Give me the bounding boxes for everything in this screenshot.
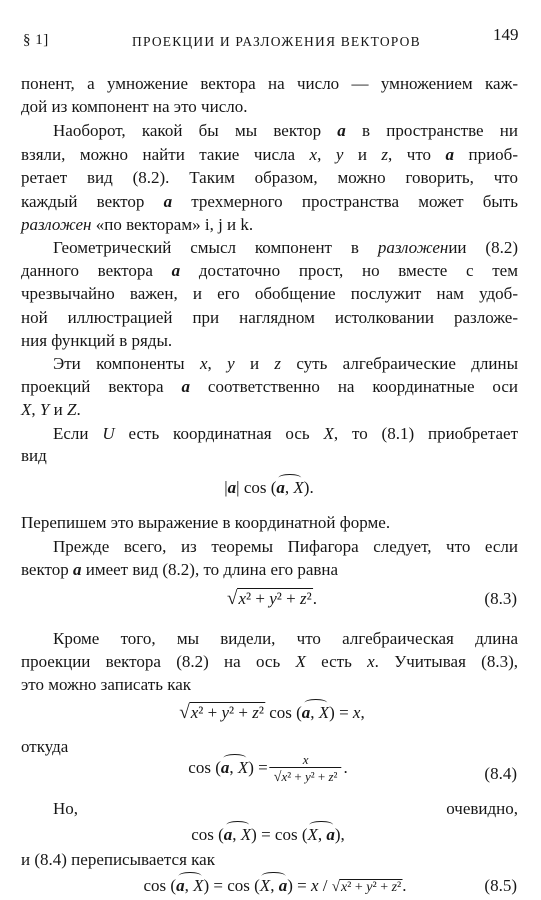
running-header [0, 22, 541, 52]
text-line: Наоборот, какой бы мы вектор a в пространстве ни [53, 121, 518, 140]
text-line: понент, а умножение вектора на число — умножением каж- [21, 74, 518, 93]
text-line: Но, очевидно, [53, 799, 518, 818]
text-line: откуда [21, 737, 69, 756]
formula-8-3-body: √x² + y² + z². [227, 588, 317, 609]
page-number: 149 [493, 25, 519, 44]
text-line: данного вектора a достаточно прост, но вместе с тем [21, 261, 518, 280]
text-line: ной иллюстрацией при наглядном истолковании разложе- [21, 308, 518, 327]
text-line: дой из компонент на это число. [21, 97, 248, 116]
formula-8-4-body: cos (a, X) = $\frac{x}{\text{√x² + y² + z²}}$ . [188, 752, 348, 785]
equation-label: (8.3) [484, 589, 517, 608]
equation-label: (8.4) [484, 764, 517, 783]
text-line: ретает вид (8.2). Таким образом, можно говорить, что [21, 168, 518, 187]
running-title: ПРОЕКЦИИ И РАЗЛОЖЕНИЯ ВЕКТОРОВ [132, 34, 421, 49]
text-line: проекции вектора (8.2) на ось X есть x. Учитывая (8.3), [21, 652, 518, 671]
text-line: вид [21, 446, 47, 465]
formula-8-5 [0, 872, 541, 900]
formula-8-5-body: cos (a, X) = cos (X, a) = x / √x² + y² + z². [143, 876, 407, 895]
text-line: Прежде всего, из теоремы Пифагора следует, что если [53, 537, 518, 556]
formula-abs-body: |a| cos (a, X). [224, 478, 314, 497]
text-line: и (8.4) переписывается как [21, 850, 215, 869]
text-line: Геометрический смысл компонент в разложении (8.2) [53, 238, 518, 257]
formula-symmetry-body: cos (a, X) = cos (X, a), [191, 825, 345, 844]
text-line: разложен «по векторам» i, j и k. [21, 215, 254, 234]
equation-label: (8.5) [484, 876, 517, 895]
formula-8-4 [0, 752, 541, 798]
text-line: Кроме того, мы видели, что алгебраическая длина [53, 629, 518, 648]
text-line: Если U есть координатная ось X, то (8.1) приобретает [53, 424, 519, 443]
formula-8-3 [0, 585, 541, 615]
text-line: ния функций в ряды. [21, 331, 173, 350]
text-line: это можно записать как [21, 675, 192, 694]
text-line: Эти компоненты x, y и z суть алгебраические длины [53, 354, 518, 373]
text-line: вектор a имеет вид (8.2), то длина его равна [21, 560, 339, 579]
text-line: каждый вектор a трехмерного пространства может быть [21, 192, 518, 211]
formula-abs [0, 478, 541, 504]
text-line: чрезвычайно важен, и его обобщение послужит нам удоб- [21, 284, 518, 303]
text-line: X, Y и Z. [21, 400, 81, 419]
text-line: проекций вектора a соответственно на координатные оси [21, 377, 518, 396]
formula-projection [0, 700, 541, 730]
formula-projection-body: √x² + y² + z² cos (a, X) = x, [179, 702, 365, 723]
section-number: § 1] [23, 32, 49, 48]
text-line: взяли, можно найти такие числа x, y и z, что a приоб- [21, 145, 518, 164]
text-line: Перепишем это выражение в координатной форме. [21, 513, 391, 532]
